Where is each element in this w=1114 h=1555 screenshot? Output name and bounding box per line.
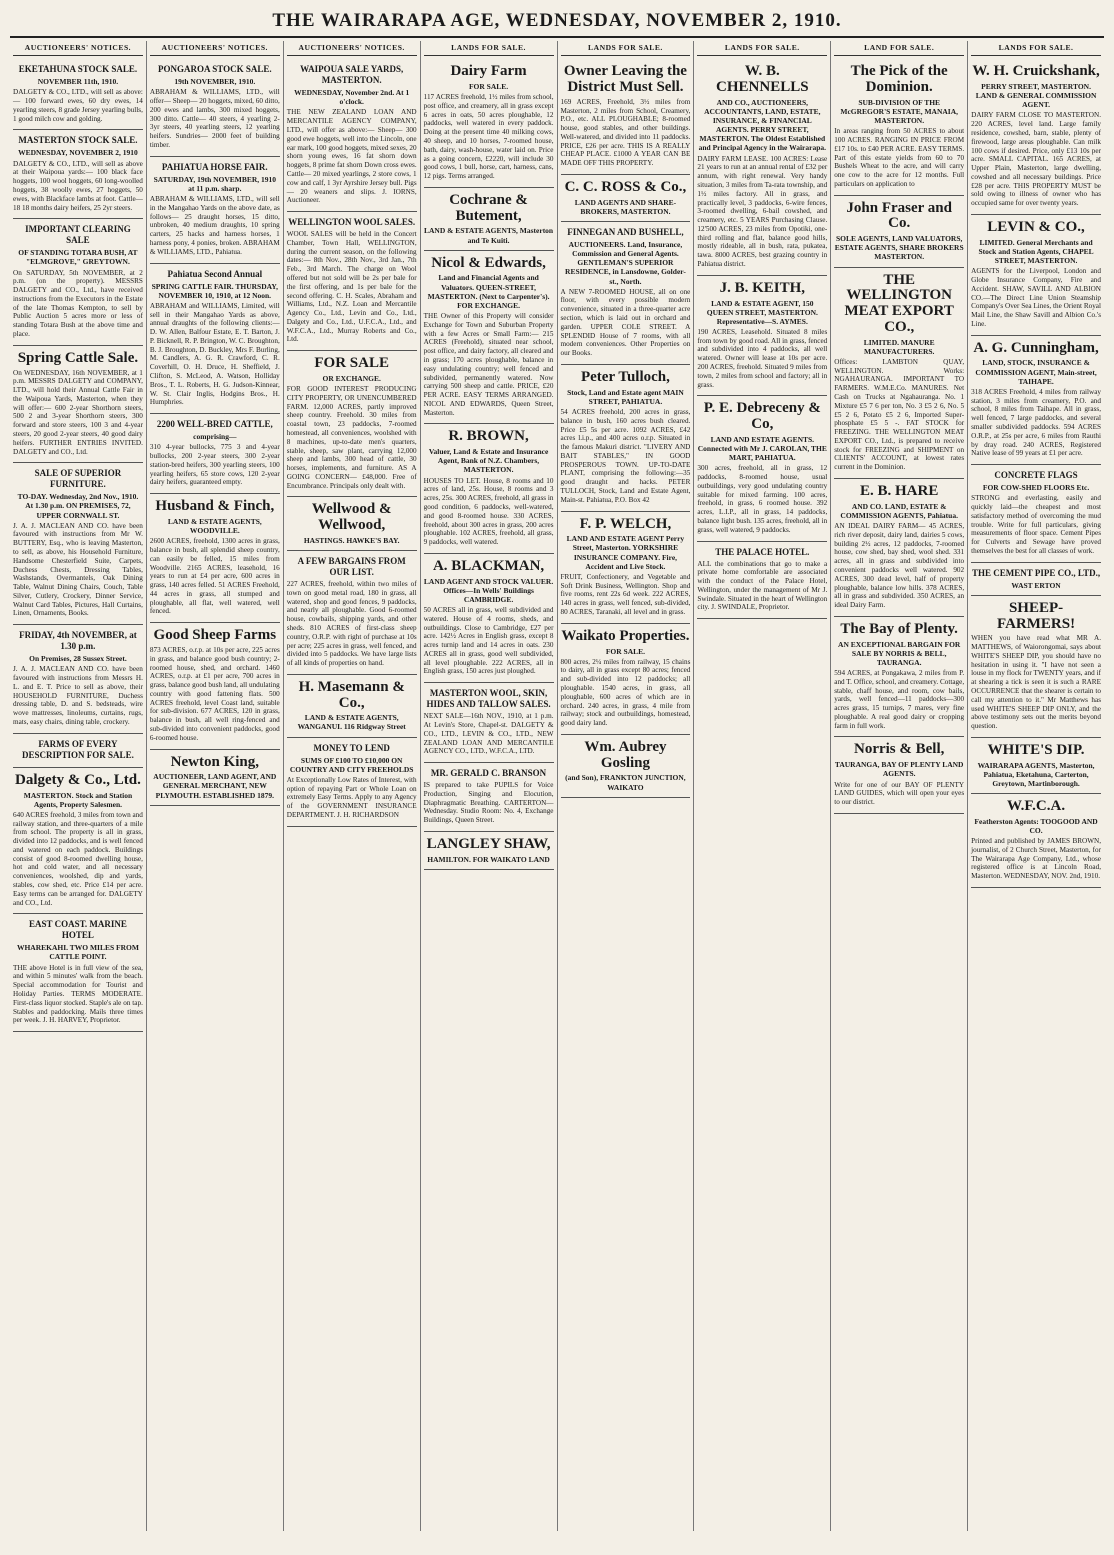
ad-title: CONCRETE FLAGS	[994, 470, 1078, 481]
advertisement	[834, 196, 964, 268]
ad-body: DAIRY FARM CLOSE TO MASTERTON. 220 ACRES, level land. Large family residence, cowshed, barn, stable, plenty of firewood, large areas ploughable. Can milk 100 cows if desired. Price, only £13 10s per acre. SMALL CAPITAL. 165 ACRES, at Upper Plain, Masterton, large dwelling, cowshed and all necessary buildings. Price £28 per acre. THIS PROPERTY MUST be sold owing to illness of owner who has occupied same for over twenty years.	[971, 111, 1101, 208]
ad-body: On WEDNESDAY, 16th NOVEMBER, at 1 p.m. MESSRS DALGETY and COMPANY, LTD., will hold their Annual Cattle Fair in the Waipoua Yards, Masterton, when they will offer:— 600 2-year Shorthorn steers, 500 2 and 3-year Shorthorn steers, 300 forward and store steers, 100 3 and 4-year steers, 20 good 2-year steers, 40 good dairy heifers. FURTHER ENTRIES INVITED. DALGETY and CO., Ltd.	[13, 368, 143, 456]
column-3	[284, 41, 421, 1531]
ad-title: F. P. WELCH,	[579, 515, 672, 532]
advertisement	[424, 59, 554, 188]
ad-title: EKETAHUNA STOCK SALE.	[18, 64, 138, 75]
ad-title: MONEY TO LEND	[313, 742, 390, 753]
ad-body: 54 ACRES freehold, 200 acres in grass, balance in bush, 160 acres bush cleared. Price £5 5s per acre. 1092 ACRES, £42 acres l.i.p., and 400 acres o.r.p. Situated in the famous Makuri district. "LIVERY AND BAIT STABLES," IN GOOD PROSPEROUS TOWN. UP-TO-DATE PLANT, comprising the following:—35 good draught and hacks. PETER TULLOCH, Stock, Land and Estate Agent, Main-st. Pahiatua, P.O. Box 42	[560, 407, 691, 504]
ad-subtitle: LAND AND ESTATE AGENTS. Connected with Mr J. CAROLAN, THE MART, PAHIATUA.	[697, 434, 827, 463]
ad-subtitle: AN EXCEPTIONAL BARGAIN FOR SALE BY NORRIS & BELL, TAURANGA.	[838, 639, 961, 667]
masthead: THE WAIRARAPA AGE, WEDNESDAY, NOVEMBER 2, 1910.	[10, 10, 1104, 38]
ad-body: HOUSES TO LET. House, 8 rooms and 10 acres of land, 25s. House, 8 rooms and 3 acres, 25s. 300 ACRES, freehold, all grass in good condition, 6 paddocks, well-watered, and good 8-roomed house. 330 ACRES, freehold, about 300 acres in grass, 200 acres ploughable. 102 ACRES, freehold, all grass, 9 paddocks, well watered.	[423, 476, 554, 547]
advertisement	[561, 512, 691, 624]
ad-title: Nicol & Edwards,	[431, 254, 546, 271]
advertisement	[150, 750, 280, 806]
advertisement	[13, 463, 143, 625]
advertisement	[834, 59, 964, 195]
ad-title: 2200 WELL-BRED CATTLE,	[156, 419, 273, 430]
ad-subtitle: LAND & ESTATE AGENTS, Masterton and Te Kuiti.	[424, 226, 554, 245]
ad-title: Cochrane & Butement,	[449, 191, 528, 224]
ad-body: On SATURDAY, 5th NOVEMBER, at 2 p.m. (on the property). MESSRS DALGETY and CO., Ltd., have received instructions from the Executors in the Estate of the late Thomas Kempton, to sell by Public Auction 5 acres more or less of standing Totara Bush at the above time and place.	[13, 268, 143, 338]
ad-subtitle: PERRY STREET, MASTERTON. LAND & GENERAL COMMISSION AGENT.	[975, 82, 1097, 110]
ad-body: WOOL SALES will be held in the Concert Chamber, Town Hall, WELLINGTON, during the current season, on the following dates:— 8th Nov., 28th Nov., 3rd Jan., 7th Feb., 3rd March. The charge on Wool offered but not sold will be 2s per bale for the first offering, and 1s per bale for the second offering. C. H. Scales, Abraham and Williams, Ltd., N.Z. Loan and Mercantile Agency Co., Ltd., Levin and Co., Ltd., Dalgety and Co., Ltd., U.F.C.A., Ltd., and W.F.C.A., Ltd., Murray Roberts and Co., Ltd.	[286, 230, 417, 344]
ad-subtitle: LAND AND ESTATE AGENT Perry Street, Masterton. YORKSHIRE INSURANCE COMPANY. Fire, Accident and Live Stock.	[566, 534, 685, 571]
advertisement	[150, 157, 280, 264]
ad-title: THE CEMENT PIPE CO., LTD.,	[972, 567, 1101, 578]
ad-body: 800 acres, 2¼ miles from railway, 15 chains to dairy, all in grass except 80 acres; fenced and sub-divided into 12 paddocks; all ploughable. 1540 acres, in grass, all ploughable, 600 acres of which are in orchard. 240 acres, in grass, 4 mile from railway; stock and outbuildings, homestead, good dairy land.	[560, 657, 691, 728]
ad-subtitle: LAND, STOCK, INSURANCE & COMMISSION AGENT, Main-street, TAIHAPE.	[975, 358, 1097, 386]
ad-title: R. BROWN,	[448, 428, 529, 445]
ad-subtitle: comprising—	[193, 432, 237, 442]
ad-title: PAHIATUA HORSE FAIR.	[161, 161, 268, 172]
column-6	[694, 41, 831, 1531]
advertisement	[424, 683, 554, 763]
ad-subtitle: SUMS OF £100 TO £10,000 ON COUNTRY AND CITY FREEHOLDS	[289, 755, 414, 774]
ad-body: 300 acres, freehold, all in grass, 12 paddocks, 8-roomed house, usual outbuildings, very good undulating country suitable for mixed farming. 100 acres, freehold, in grass, 6 roomed house. 392 acres, L.I.P., all in grass, 14 paddocks, balance light bush. 135 acres, freehold, all in grass, well watered, 9 paddocks.	[697, 464, 828, 534]
ad-title: FOR SALE	[314, 355, 389, 372]
ad-title: MASTERTON WOOL, SKIN, HIDES AND TALLOW SALES.	[426, 688, 551, 710]
ad-title: THE PALACE HOTEL.	[715, 546, 810, 557]
ad-subtitle: NOVEMBER 11th, 1910.	[37, 77, 119, 87]
ad-subtitle: Stock, Land and Estate agent MAIN STREET, PAHIATUA.	[567, 387, 684, 406]
advertisement	[13, 346, 143, 464]
column-heading: AUCTIONEERS' NOTICES.	[13, 41, 143, 56]
column-heading: LANDS FOR SALE.	[424, 41, 554, 56]
advertisement	[971, 794, 1101, 888]
ad-subtitle: AUCTIONEER, LAND AGENT, AND GENERAL MERCHANT, NEW PLYMOUTH. ESTABLISHED 1879.	[153, 772, 277, 800]
ad-title: Good Sheep Farms	[153, 627, 277, 644]
ad-title: J. B. KEITH,	[719, 279, 806, 296]
advertisement	[287, 738, 417, 827]
ad-title: FARMS OF EVERY DESCRIPTION FOR SALE.	[22, 738, 134, 760]
ad-title: WELLINGTON WOOL SALES.	[288, 217, 416, 228]
ad-title: PONGAROA STOCK SALE.	[158, 64, 272, 75]
ad-subtitle: LAND AGENTS AND SHARE-BROKERS, MASTERTON.	[574, 197, 677, 216]
ad-body: 117 ACRES freehold, 1½ miles from school, post office, and creamery, all in grass except 6 acres in oats, 50 acres ploughable, 12 paddocks, well watered in every paddock. Doing at the present time 40 milking cows, 40 sheep, and 10 horses, 7-roomed house, bath, dairy, wash-house, water laid on. Price as a going concern, £2220, will include 30 good cows, 1 bull, horse, cart, harness, cans, 12 pigs. Terms arranged.	[423, 93, 554, 181]
ad-subtitle: 19th NOVEMBER, 1910.	[174, 77, 256, 87]
ad-title: MASTERTON STOCK SALE.	[18, 135, 138, 146]
advertisement	[150, 623, 280, 749]
ad-title: H. Masemann & Co.,	[298, 678, 405, 711]
ad-title: THE WELLINGTON MEAT EXPORT CO.,	[844, 271, 954, 335]
ad-title: LEVIN & CO.,	[987, 219, 1085, 236]
advertisement	[13, 914, 143, 1032]
advertisement	[150, 59, 280, 157]
ad-subtitle: LAND & ESTATE AGENT, 150 QUEEN STREET, MASTERTON. Representative—S. AYMES.	[706, 298, 818, 326]
ad-title: Peter Tulloch,	[580, 368, 670, 385]
advertisement	[834, 617, 964, 738]
ad-title: A. G. Cunningham,	[973, 339, 1099, 356]
advertisement	[424, 188, 554, 251]
column-heading: AUCTIONEERS' NOTICES.	[150, 41, 280, 56]
ad-subtitle: WEDNESDAY, NOVEMBER 2, 1910	[18, 148, 138, 158]
advertisement	[287, 551, 417, 675]
ad-body: ABRAHAM and WILLIAMS, Limited, will sell in their Mangahao Yards as above, annual draughts of the following clients:— D. W. Allen, Balfour Estate, E. T. Barton, J. P. Bicknell, R. P. Brington, W. C. Broughton, B. J. Broughton, D. Buckley, Mrs F. Burling, M. Candlers, A. G. R. Crawford, C. R. Coverhill, O. H. Druce, H. Sheffield, J. Clifton, S. McLeod, A. Watson, Holliday Bros., T. L. Roberts, H. G. Judson-Kinnear, W. St. Clair Inglis, Hodgins Bros., H. Humphries.	[149, 301, 280, 407]
advertisement	[971, 59, 1101, 215]
column-4	[421, 41, 558, 1531]
advertisement	[150, 264, 280, 415]
ad-subtitle: On Premises, 28 Sussex Street.	[29, 654, 127, 664]
ad-title: Husband & Finch,	[155, 498, 275, 515]
ad-subtitle: (and Son), FRANKTON JUNCTION, WAIKATO	[565, 773, 686, 792]
advertisement	[424, 763, 554, 832]
ad-subtitle: SUB-DIVISION OF THE McGREGOR'S ESTATE, MANAIA, MASTERTON.	[840, 97, 959, 126]
advertisement	[697, 276, 827, 397]
ad-subtitle: HASTINGS. HAWKE'S BAY.	[303, 535, 400, 545]
ad-subtitle: AND CO., AUCTIONEERS, ACCOUNTANTS, LAND, ESTATE, INSURANCE, & FINANCIAL AGENTS. PERRY STREET, MASTERTON. The Oldest Established and Principal Agency in the Wairarapa.	[698, 97, 826, 153]
advertisement	[971, 465, 1101, 563]
columns	[10, 41, 1104, 1531]
advertisement	[971, 596, 1101, 738]
ad-title: Pahiatua Second Annual	[167, 268, 263, 279]
ad-body: 227 ACRES, freehold, within two miles of town on good metal road, 180 in grass, all watered, shop and good fences, 9 paddocks, and nearly all ploughable. Good 6-roomed house, cowbails, shipping yards, and other sheds. 810 ACRES of first-class sheep country, O.R.P. with right of purchase at 10s per acre; 225 acres in grass, well fenced, and divided into 5 paddocks. We have large lists of all kinds of properties on hand.	[286, 580, 417, 668]
ad-title: P. E. Debreceny & Co,	[703, 400, 821, 433]
advertisement	[561, 175, 691, 222]
ad-subtitle: LAND & ESTATE AGENTS, WANGANUI. 116 Ridgway Street	[297, 713, 406, 732]
ad-title: The Pick of the Dominion.	[850, 63, 948, 95]
ad-title: SALE OF SUPERIOR FURNITURE.	[34, 468, 122, 490]
ad-body: In areas ranging from 50 ACRES to about 100 ACRES. RANGING IN PRICE FROM £17 10s. to £40 PER ACRE. EASY TERMS. Part of this estate yields from 60 to 70 Bushels Wheat to the acre, and will carry one cow to the acre for 12 months. Full particulars on application to	[834, 127, 965, 188]
advertisement	[424, 832, 554, 870]
ad-subtitle: TO-DAY. Wednesday, 2nd Nov., 1910. At 1.30 p.m. ON PREMISES, 72, UPPER CORNWALL ST.	[17, 492, 139, 520]
ad-body: Printed and published by JAMES BROWN, journalist, of 2 Church Street, Masterton, for The Wairarapa Age Company, Ltd., whose registered office is at Lincoln Road, Masterton. WEDNESDAY, NOV. 2nd, 1910.	[971, 837, 1101, 881]
advertisement	[287, 497, 417, 551]
ad-body: Write for one of our BAY OF PLENTY LAND GUIDES, which will open your eyes to our district.	[834, 780, 965, 807]
advertisement	[561, 222, 691, 365]
advertisement	[287, 675, 417, 738]
ad-title: Newton King,	[170, 753, 259, 770]
ad-subtitle: LAND AGENT AND STOCK VALUER. Offices—In Wells' Buildings CAMBRIDGE.	[423, 576, 554, 604]
ad-title: A FEW BARGAINS FROM OUR LIST.	[297, 556, 406, 578]
ad-body: ABRAHAM & WILLIAMS, LTD., will sell in the Mangahao Yards on the above date, as follows— 25 draught horses, 15 ditto, unbroken, 40 medium draughts, 10 spring carters, 25 hacks and harness horses, 1 harness pony, 4 ponies, broken. ABRAHAM & WILLIAMS, LTD., Pahiatua.	[149, 195, 280, 256]
ad-title: C. C. ROSS & Co.,	[564, 179, 687, 195]
ad-title: EAST COAST. MARINE HOTEL	[28, 919, 127, 941]
ad-body: AN IDEAL DAIRY FARM— 45 ACRES, rich river deposit, dairy land, dairies 5 cows, building 2½ acres, 12 paddocks, 7-roomed house, cow shed, bay shed, wool shed. 331 acres, all in grass and subdivided into convenient paddocks well watered. 902 ACRES, 300 dead level, half of property ploughable, balance low hills. 378 ACRES, all in grass and subdivided. 350 ACRES, an ideal Dairy Farm.	[834, 522, 965, 610]
ad-body: AGENTS for the Liverpool, London and Globe Insurance Company, Fire and Accident. SHAW, SAVILL AND ALBION CO.—The Direct Line Union Steamship Company's Over Sea Lines, the Orient Royal Mail Line, the Shaw Savill and Albion Co.'s Line.	[971, 267, 1101, 328]
ad-title: W.F.C.A.	[1007, 798, 1066, 815]
advertisement	[150, 494, 280, 623]
ad-body: 169 ACRES, Freehold, 3½ miles from Masterton, 2 miles from School, Creamery, P.O., etc. ALL PLOUGHABLE; 8-roomed house, good stables, and other buildings. Well-watered, and divided into 11 paddocks. PRICE, £26 per acre. THIS IS A REALLY CHEAP PLACE. £1000 A YEAR CAN BE MADE OFF THIS PROPERTY.	[560, 97, 691, 168]
ad-body: J. A. J. MACLEAN AND CO. have been favoured with instructions from Messrs H. L. and E. T. Price to sell as above, their HOUSEHOLD FURNITURE, Duchess dressing table, D. and S. bedsteads, wire wove mattresses, linoleums, curtains, rugs, mats, easy chairs, dining table, crockery.	[13, 665, 143, 727]
advertisement	[697, 542, 827, 620]
advertisement	[424, 424, 554, 553]
ad-subtitle: SOLE AGENTS, LAND VALUATORS, ESTATE AGENTS, SHARE BROKERS MASTERTON.	[834, 234, 964, 262]
ad-title: Wellwood & Wellwood,	[311, 501, 392, 534]
ad-subtitle: WHAREKAHI. TWO MILES FROM CATTLE POINT.	[16, 943, 139, 962]
ad-title: Waikato Properties.	[561, 627, 690, 644]
ad-subtitle: WAIRARAPA AGENTS, Masterton, Pahiatua, Eketahuna, Carterton, Greytown, Martinborough.	[977, 760, 1095, 788]
ad-subtitle: WAST ERTON	[1011, 580, 1061, 590]
ad-title: IMPORTANT CLEARING SALE	[25, 224, 131, 246]
ad-subtitle: FOR SALE.	[468, 82, 509, 91]
ad-body: Offices: LAMBTON QUAY, WELLINGTON. Works: NGAHAURANGA. IMPORTANT TO FARMERS. W.M.E.Co. MANURES. Net Cash on Trucks at Ngahauranga. No. 1 Mixture £5 7 6 per ton, No. 3 £5 2 6, No. 5 £5 2 6, Potato £5 2 6, Imported Super-phosphate £5 5 -. FAT STOCK for FREEZING. THE WELLINGTON MEAT EXPORT CO., Ltd., is prepared to receive stock for FREEZING and SHIPMENT on CLIENTS' ACCOUNT, at lowest rates current in the Dominion.	[834, 357, 965, 472]
ad-title: W. B. CHENNELLS	[716, 63, 809, 95]
ad-title: WHITE'S DIP.	[987, 741, 1085, 758]
advertisement	[287, 59, 417, 212]
advertisement	[13, 130, 143, 219]
ad-body: 310 4-year bullocks, 775 3 and 4-year bullocks, 200 2-year steers, 300 2-year station-bred heifers, 300 yearling steers, 100 yearling heifers, 65 store cows, 120 2-year dairy heifers, guaranteed empty.	[149, 443, 280, 487]
advertisement	[13, 768, 143, 915]
ad-title: E. B. HARE	[860, 483, 939, 499]
ad-title: FRIDAY, 4th NOVEMBER, at 1.30 p.m.	[19, 630, 137, 652]
ad-subtitle: LAND & ESTATE AGENTS, WOODVILLE.	[167, 516, 262, 536]
column-8	[968, 41, 1104, 1531]
column-heading: LANDS FOR SALE.	[697, 41, 827, 56]
advertisement	[287, 351, 417, 497]
advertisement	[150, 414, 280, 494]
advertisement	[834, 479, 964, 617]
ad-body: DALGETY & CO., LTD., will sell as above:— 100 forward ewes, 60 dry ewes, 14 yearling steers, 8 grade Jersey yearling bulls, 1 good milch cow and golding.	[13, 88, 143, 123]
column-heading: LAND FOR SALE.	[834, 41, 964, 56]
advertisement	[834, 268, 964, 479]
advertisement	[971, 738, 1101, 794]
ad-subtitle: OR EXCHANGE.	[322, 373, 381, 383]
ad-title: Dairy Farm	[450, 63, 527, 80]
ad-body: THE Owner of this Property will consider Exchange for Town and Suburban Property with a few Acres or Small Farm:— 215 ACRES (Freehold), situated near school, post office, and dairy factory, all cleared and in grass; 170 acres ploughable, balance in easy undulating country; well fenced and subdivided, permanently watered. Now carrying 500 sheep and cattle. PRICE, £20 PER ACRE. EASY TERMS ARRANGED. NICOL AND EDWARDS, Queen Street, Masterton.	[423, 312, 554, 417]
ad-title: Norris & Bell,	[853, 741, 945, 758]
ad-subtitle: Valuer, Land & Estate and Insurance Agent, Bank of N.Z. Chambers, MASTERTON.	[428, 447, 549, 475]
advertisement	[13, 734, 143, 768]
ad-title: W. H. Cruickshank,	[972, 63, 1100, 80]
ad-title: The Bay of Plenty.	[840, 620, 958, 637]
advertisement	[424, 251, 554, 425]
ad-body: IS prepared to take PUPILS for Voice Production, Singing and Elocution, Diaphragmatic Breathing. CARTERTON—Wednesday. Studio Room: No. 4, Exchange Buildings, Queen Street.	[423, 781, 554, 825]
column-heading: AUCTIONEERS' NOTICES.	[287, 41, 417, 56]
ad-title: Spring Cattle Sale.	[17, 349, 139, 366]
ad-body: 640 ACRES freehold, 3 miles from town and railway station, and three-quarters of a mile from school. The property is all in grass, divided into 12 paddocks, and is well fenced and watered on each paddock. Buildings consist of good 8-roomed dwelling house, hot and cold water, and all necessary conveniences, woolshed, dip and yards, stables, cow shed, etc. Price £14 per acre. Easy terms can be arranged for. DALGETY and CO., Ltd.	[13, 810, 143, 907]
advertisement	[697, 59, 827, 276]
column-5	[558, 41, 695, 1531]
advertisement	[13, 59, 143, 130]
advertisement	[561, 735, 691, 798]
advertisement	[971, 215, 1101, 336]
ad-subtitle: FOR COW-SHED FLOORS Etc.	[982, 483, 1090, 493]
ad-subtitle: SATURDAY, 19th NOVEMBER, 1910 at 11 p.m. sharp.	[153, 174, 277, 193]
newspaper-page	[10, 10, 1104, 1535]
ad-subtitle: LIMITED. General Merchants and Stock and Station Agents, CHAPEL STREET, MASTERTON.	[978, 237, 1094, 266]
ad-body: FOR GOOD INTEREST PRODUCING CITY PROPERTY, OR UNENCUMBERED FARM. 12,000 ACRES, partly improved sheep country. Freehold. 30 miles from coastal town, 23 paddocks, 7-roomed homestead, all conveniences, woolshed with 8 machines, up-to-date men's quarters, stable, sheep, saw plant, carrying 12,000 sheep and lambs, 300 head of cattle, 30 horses, implements, and furniture. AS A GOING CONCERN— £48,000. Free of Encumbrance. Principals only dealt with.	[286, 385, 417, 490]
ad-body: NEXT SALE—16th NOV., 1910, at 1 p.m. At Levin's Store, Chapel-st. DALGETY & CO., LTD., LEVIN & CO., LTD., NEW ZEALAND LOAN AND MERCANTILE AGENCY CO., LTD., W.F.C.A., LTD.	[423, 712, 554, 756]
column-heading: LANDS FOR SALE.	[971, 41, 1101, 56]
ad-title: FINNEGAN AND BUSHELL,	[567, 227, 684, 238]
ad-body: 2600 ACRES, freehold, 1300 acres in grass, balance in bush, all splendid sheep country, can easily be felled, 15 miles from Woodville. 2165 ACRES, leasehold, 16 years to run at £4 per acre, 600 acres in grass, 140 acres felled. 51 ACRES Freehold, 44 acres in grass, all stumped and ploughable, all flat, well watered, well fenced.	[149, 537, 280, 616]
ad-body: ABRAHAM & WILLIAMS, LTD., will offer— Sheep— 20 hoggets, mixed, 60 ditto, 200 ewes and lambs, 300 mixed hoggets, 300 ditto. Cattle— 40 steers, 4 yearling 2-3yr steers, 40 yearling steers, 12 yearling heifers. Sundries— 2000 feet of building timber.	[149, 88, 280, 150]
advertisement	[697, 396, 827, 541]
ad-subtitle: MASTERTON. Stock and Station Agents, Property Salesmen.	[23, 790, 133, 809]
ad-title: A. BLACKMAN,	[432, 557, 545, 574]
ad-body: THE NEW ZEALAND LOAN AND MERCANTILE AGENCY COMPANY, LTD., will offer as above:— Sheep— 300 good ewe hoggets, well into the Lincoln, one ear mark, 100 good hoggets, mixed sexes, 20 shorn young ewes, 16 fat shorn down hoggets, 8 prime fat shorn Down cross ewes. Cattle— 20 mixed yearlings, 2 store cows, 1 cow and calf, 1 3yr Ayrshire Jersey bull. Pigs— 20 weaners and slips. J. IORNS, Auctioneer.	[286, 108, 417, 205]
column-1	[10, 41, 147, 1531]
ad-subtitle: OF STANDING TOTARA BUSH, AT "ELMGROVE," GREYTOWN.	[18, 248, 138, 267]
advertisement	[13, 219, 143, 345]
ad-body: A NEW 7-ROOMED HOUSE, all on one floor, with every possible modern convenience, situated in a three-quarter acre section, which is laid out in orchard and garden. UPPER COLE STREET. A SPLENDID House of 7 rooms, with all modern conveniences. Other Properties on our Books.	[560, 287, 691, 358]
ad-title: SHEEP-FARMERS!	[997, 599, 1076, 632]
advertisement	[561, 365, 691, 512]
ad-body: 190 ACRES, Leasehold. Situated 8 miles from town by good road. All in grass, fenced and subdivided into 4 paddocks, all well watered. Owner will lease at 10s per acre. 200 ACRES, freehold. Situated 9 miles from town, 2 miles from school and factory; all in grass.	[697, 327, 828, 389]
ad-body: 594 ACRES, at Pongakawa, 2 miles from P. and T. Office, school, and creamery. Cottage, stable, chaff house, and room, cow bails, yards, well fenced—11 paddocks—300 acres grass, 15 turnips, 7 mares, very fine ploughable. A real good dairy or cropping farm in full work.	[834, 669, 965, 730]
ad-body: DALGETY & CO., LTD., will sell as above at their Waipoua yards:— 100 black face hoggets, 100 wool hoggets, 60 long-woolled hoggets, 38 woolly ewes, 27 hoggets, 50 ewes, with Blackface lambs at foot. Cattle— 18 18 months dairy heifers, 25 2yr steers.	[13, 159, 143, 212]
advertisement	[834, 737, 964, 813]
advertisement	[971, 563, 1101, 596]
ad-title: Owner Leaving the District Must Sell.	[563, 63, 687, 95]
advertisement	[287, 212, 417, 351]
ad-subtitle: HAMILTON. FOR WAIKATO LAND	[427, 854, 550, 864]
ad-body: STRONG and everlasting, easily and quickly laid—the cheapest and most satisfactory method of overcoming the mud trouble. Write for full particulars, giving measurements of floor space. Cement Pipes for Culverts and Sewage have proved themselves the best for all classes of work.	[971, 494, 1101, 555]
ad-body: 50 ACRES all in grass, well subdivided and watered. House of 4 rooms, sheds, and outbuildings. Close to Cambridge, £27 per acre. 142½ Acres in English grass, except 8 acres turnip land and 14 acres in oats. 230 ACRES all in grass, good well subdivided, all level ploughable. 222 ACRES, all in English grass, 150 acres just ploughed.	[423, 606, 554, 676]
ad-title: John Fraser and Co.	[846, 199, 952, 232]
ad-title: MR. GERALD C. BRANSON	[430, 768, 547, 779]
advertisement	[971, 336, 1101, 465]
ad-title: LANGLEY SHAW,	[426, 835, 551, 852]
column-2	[147, 41, 284, 1531]
column-7	[831, 41, 968, 1531]
ad-body: FRUIT, Confectionery, and Vegetable and Soft Drink Business, Wellington. Shop and five rooms, rent 22s 6d week. 222 ACRES, 140 acres in grass, well fenced, sub-divided, 80 ACRES, Taranaki, all level and in grass.	[560, 572, 691, 617]
ad-body: J. A. J. MACLEAN AND CO. have been favoured with instructions from Mr W. BUTTERY, Esq., who is leaving Masterton, to sell, as above, his Household Furniture, Handsome Chesterfield Suite, Carpets, Duchess Chests, Dressing Tables, Washstands, Overmantels, Oak Dining Table, Walnut Dining Chairs, Couch, Table Silver, Cutlery, Crockery, Dinner Service, Walnut Card Tables, Pictures, Hall Curtains, Linen, Ornaments, Books.	[13, 521, 143, 618]
ad-subtitle: AND CO. LAND, ESTATE & COMMISSION AGENTS, Pahiatua.	[840, 501, 958, 520]
ad-subtitle: SPRING CATTLE FAIR. THURSDAY, NOVEMBER 10, 1910, at 12 Noon.	[151, 281, 278, 300]
ad-body: DAIRY FARM LEASE. 100 ACRES: Lease 21 years to run at an annual rental of £32 per annum, with right renewal. Very handy situation, 3 miles from Ta-rata township, and 1½ miles factory. All in grass, and practically level, 3 paddocks, 6-wire fences, 3-roomed dwelling, 6-bail cowshed, and creamery, etc. 5 YEARS Purchasing Clause. 12'500 ACRES, 23 miles from Opotiki, one-third rolling and flat, balance good hills, mostly rideable, all in bush, rata, pukatea, tawa. 8000 ACRES, best grazing country in Pahiatua district.	[697, 154, 828, 268]
ad-subtitle: LIMITED. MANURE MANUFACTURERS.	[863, 337, 935, 356]
ad-subtitle: WEDNESDAY, November 2nd. At 1 o'clock.	[294, 88, 410, 107]
ad-body: THE above Hotel is in full view of the sea, and within 5 minutes' walk from the beach. Special accommodation for Tourist and Holiday Parties. TERMS MODERATE. First-class liquor stocked. Staple's ale on tap. Stables and paddocking. Mails three times per week. J. H. HARVEY, Proprietor.	[13, 963, 143, 1025]
ad-subtitle: Land and Financial Agents and Valuators. QUEEN-STREET, MASTERTON. (Next to Carpenter's). FOR EXCHANGE.	[427, 273, 550, 310]
ad-subtitle: AUCTIONEERS. Land, Insurance, Commission and General Agents. GENTLEMAN'S SUPERIOR RESIDENCE, in Lansdowne, Golder-st., North.	[565, 240, 686, 286]
ad-body: 873 ACRES, o.r.p. at 10s per acre, 225 acres in grass, and balance good bush country; 2-roomed house, shed, and orchard. 1460 ACRES, o.r.p. at £1 per acre, 700 acres in grass, balance good bush land, all undulating country with good fattening flats. 500 ACRES freehold, level Coast land, suitable for sub-division. 677 ACRES, 120 in grass, balance in bush, all well ring-fenced and sub-divided into convenient paddocks, good 6-roomed house.	[149, 646, 280, 742]
ad-subtitle: FOR SALE.	[605, 646, 646, 656]
ad-body: WHEN you have read what MR A. MATTHEWS, of Waiorongomai, says about WHITE'S SHEEP DIP, you should have no hesitation in using it. "I have not seen a louse in my flock for TWENTY years, and if at shearing a tick is seen it is such a RARE OCCURRENCE that the shearer is certain to call my attention to it." Mr Matthews has used WHITE'S SHEEP DIP ONLY, and the above testimony sets out the merits beyond question.	[971, 634, 1101, 731]
ad-body: 318 ACRES Freehold, 4 miles from railway station, 3 miles from creamery, P.O. and school, 8 miles from Taihape. All in grass, well fenced, 7 large paddocks, and several smaller subdivided paddocks. 594 ACRES O.R.P., at 25s per acre, 6 miles from Rauthi by dray road. 240 ACRES, Registered Native lease of 99 years at £1 per acre.	[971, 387, 1101, 458]
advertisement	[561, 624, 691, 735]
ad-title: WAIPOUA SALE YARDS, MASTERTON.	[300, 64, 404, 86]
ad-body: At Exceptionally Low Rates of Interest, with option of repaying Part or Whole Loan on extremely Easy Terms. Apply to any Agency of the GOVERNMENT INSURANCE DEPARTMENT. J. H. RICHARDSON	[286, 775, 417, 819]
ad-body: ALL the combinations that go to make a private home comfortable are associated with the conduct of the Palace Hotel, Wellington, under the management of Mr J. Swindale. Situated in the heart of Wellington city. J. SWINDALE, Proprietor.	[697, 559, 828, 612]
ad-subtitle: Featherston Agents: TOOGOOD AND CO.	[974, 816, 1098, 835]
advertisement	[424, 554, 554, 683]
advertisement	[561, 59, 691, 175]
column-heading: LANDS FOR SALE.	[561, 41, 691, 56]
ad-subtitle: TAURANGA, BAY OF PLENTY LAND AGENTS.	[834, 760, 964, 779]
ad-title: Wm. Aubrey Gosling	[584, 738, 667, 771]
advertisement	[13, 625, 143, 734]
ad-title: Dalgety & Co., Ltd.	[15, 771, 141, 788]
